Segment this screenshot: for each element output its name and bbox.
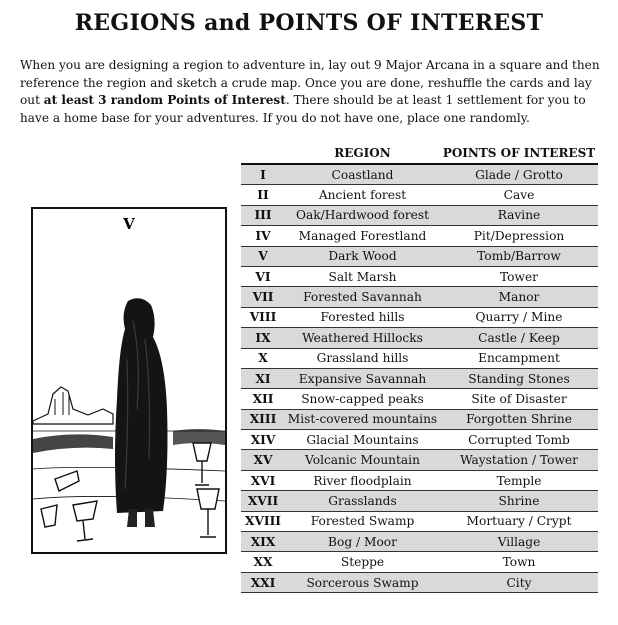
region-cell: Volcanic Mountain xyxy=(285,450,440,470)
arcana-number: I xyxy=(241,164,285,185)
arcana-number: III xyxy=(241,205,285,225)
tarot-card-five-of-cups xyxy=(31,207,227,554)
table-row xyxy=(241,389,598,409)
region-cell: Weathered Hillocks xyxy=(285,328,440,348)
poi-cell: Standing Stones xyxy=(440,368,598,388)
region-cell: Expansive Savannah xyxy=(285,368,440,388)
table-row xyxy=(241,226,598,246)
arcana-number: VI xyxy=(241,266,285,286)
intro-text-2: . There should be at least 1 settlement for you to have a home base for your adventures. If you do not have one, place one randomly. xyxy=(20,93,586,125)
poi-cell: Tomb/Barrow xyxy=(440,246,598,266)
arcana-number: XX xyxy=(241,552,285,572)
header-points-of-interest: POINTS OF INTEREST xyxy=(440,143,598,164)
table-row xyxy=(241,532,598,552)
region-cell: Dark Wood xyxy=(285,246,440,266)
region-cell: Forested hills xyxy=(285,307,440,327)
poi-cell: Castle / Keep xyxy=(440,328,598,348)
poi-cell: Ravine xyxy=(440,205,598,225)
table-row xyxy=(241,185,598,205)
region-cell: Sorcerous Swamp xyxy=(285,572,440,592)
table-row xyxy=(241,511,598,531)
table-row xyxy=(241,572,598,592)
table-row xyxy=(241,164,598,185)
poi-cell: Shrine xyxy=(440,491,598,511)
table-row xyxy=(241,470,598,490)
region-cell: Bog / Moor xyxy=(285,532,440,552)
region-cell: Glacial Mountains xyxy=(285,430,440,450)
region-cell: Coastland xyxy=(285,164,440,185)
intro-text-1: When you are designing a region to adventure in, lay out 9 Major Arcana in a square and then reference the region and sketch a crude map. Once you are done, reshuffle the cards and lay out xyxy=(20,58,600,107)
card-numeral: V xyxy=(123,215,135,233)
poi-cell: Manor xyxy=(440,287,598,307)
poi-cell: Cave xyxy=(440,185,598,205)
poi-cell: Encampment xyxy=(440,348,598,368)
arcana-number: XIX xyxy=(241,532,285,552)
region-cell: Oak/Hardwood forest xyxy=(285,205,440,225)
table-row xyxy=(241,450,598,470)
region-cell: Mist-covered mountains xyxy=(285,409,440,429)
region-cell: River floodplain xyxy=(285,470,440,490)
arcana-number: II xyxy=(241,185,285,205)
table-row xyxy=(241,205,598,225)
arcana-number: XV xyxy=(241,450,285,470)
poi-cell: City xyxy=(440,572,598,592)
region-cell: Forested Swamp xyxy=(285,511,440,531)
region-cell: Snow-capped peaks xyxy=(285,389,440,409)
table-row xyxy=(241,409,598,429)
regions-table xyxy=(241,143,598,593)
arcana-number: XVIII xyxy=(241,511,285,531)
header-number xyxy=(241,143,285,164)
poi-cell: Quarry / Mine xyxy=(440,307,598,327)
table-row xyxy=(241,430,598,450)
poi-cell: Tower xyxy=(440,266,598,286)
arcana-number: V xyxy=(241,246,285,266)
arcana-number: VIII xyxy=(241,307,285,327)
table-row xyxy=(241,287,598,307)
region-cell: Grassland hills xyxy=(285,348,440,368)
arcana-number: VII xyxy=(241,287,285,307)
poi-cell: Village xyxy=(440,532,598,552)
arcana-number: XXI xyxy=(241,572,285,592)
poi-cell: Town xyxy=(440,552,598,572)
table-row xyxy=(241,307,598,327)
table-row xyxy=(241,491,598,511)
poi-cell: Glade / Grotto xyxy=(440,164,598,185)
table-header-row xyxy=(241,143,598,164)
arcana-number: XIV xyxy=(241,430,285,450)
region-cell: Managed Forestland xyxy=(285,226,440,246)
region-cell: Forested Savannah xyxy=(285,287,440,307)
arcana-number: XIII xyxy=(241,409,285,429)
region-cell: Steppe xyxy=(285,552,440,572)
intro-bold-text: at least 3 random Points of Interest xyxy=(43,93,286,107)
poi-cell: Forgotten Shrine xyxy=(440,409,598,429)
poi-cell: Pit/Depression xyxy=(440,226,598,246)
region-cell: Grasslands xyxy=(285,491,440,511)
table-row xyxy=(241,552,598,572)
page-title: REGIONS and POINTS OF INTEREST xyxy=(74,10,544,36)
arcana-number: IV xyxy=(241,226,285,246)
poi-cell: Site of Disaster xyxy=(440,389,598,409)
region-cell: Salt Marsh xyxy=(285,266,440,286)
arcana-number: IX xyxy=(241,328,285,348)
table-row xyxy=(241,348,598,368)
arcana-number: XII xyxy=(241,389,285,409)
arcana-number: X xyxy=(241,348,285,368)
poi-cell: Mortuary / Crypt xyxy=(440,511,598,531)
table-row xyxy=(241,368,598,388)
table-row xyxy=(241,246,598,266)
poi-cell: Waystation / Tower xyxy=(440,450,598,470)
cloaked-figure-illustration xyxy=(33,209,225,552)
header-region: REGION xyxy=(285,143,440,164)
table-row xyxy=(241,328,598,348)
intro-paragraph xyxy=(20,57,605,127)
poi-cell: Temple xyxy=(440,470,598,490)
table-row xyxy=(241,266,598,286)
poi-cell: Corrupted Tomb xyxy=(440,430,598,450)
arcana-number: XVI xyxy=(241,470,285,490)
region-cell: Ancient forest xyxy=(285,185,440,205)
arcana-number: XVII xyxy=(241,491,285,511)
arcana-number: XI xyxy=(241,368,285,388)
